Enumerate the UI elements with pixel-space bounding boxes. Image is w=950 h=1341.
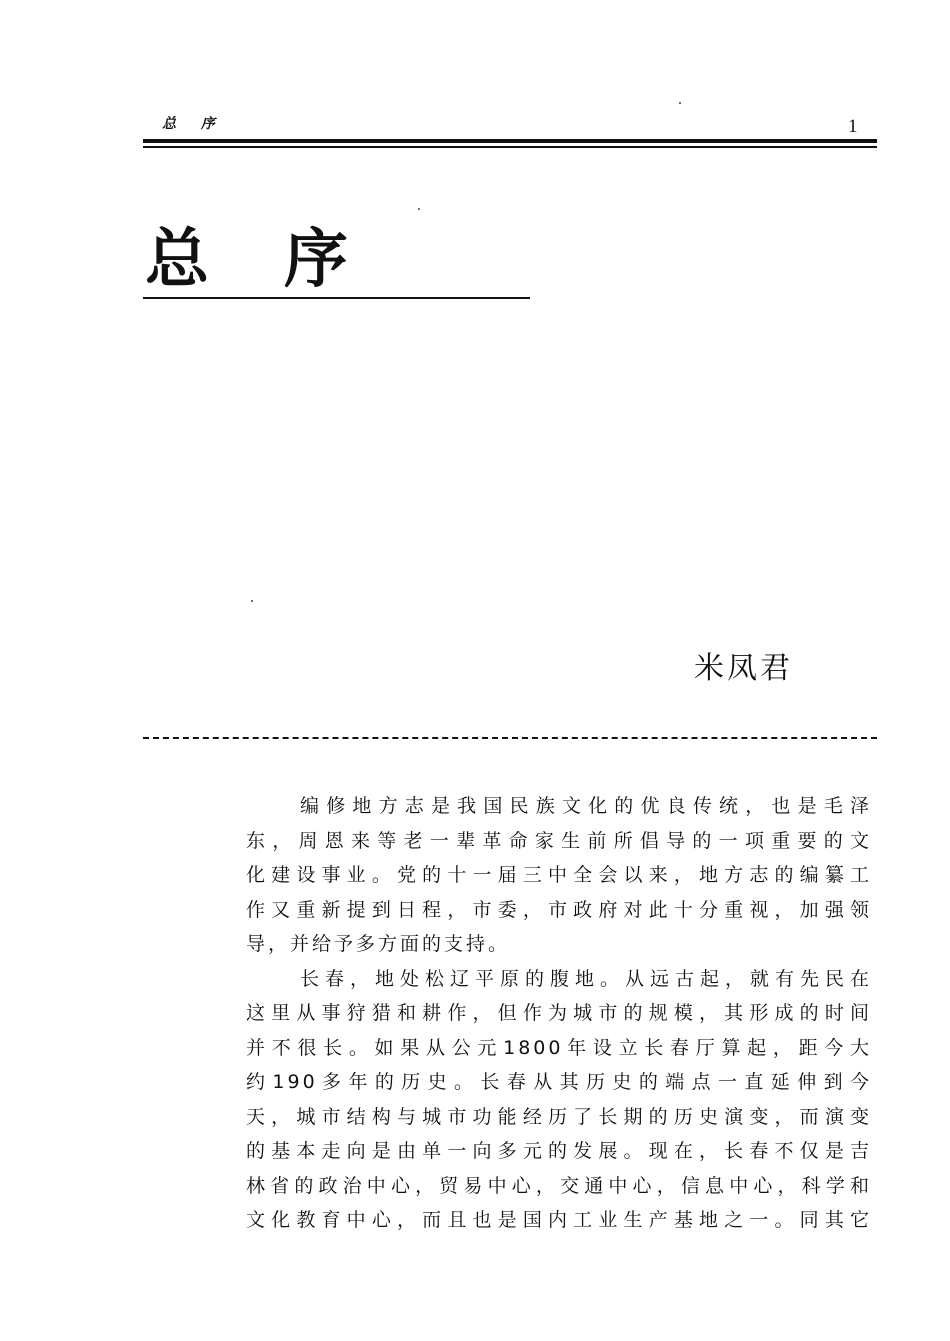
section-divider <box>143 737 877 739</box>
text-line: 林省的政治中心，贸易中心，交通中心，信息中心，科学和 <box>246 1174 872 1197</box>
running-head: 总 序 <box>162 116 225 132</box>
author-name: 米凤君 <box>694 651 793 686</box>
text-line: 的基本走向是由单一向多元的发展。现在，长春不仅是吉 <box>246 1140 872 1162</box>
text-line: 这里从事狩猎和耕作，但作为城市的规模，其形成的时间 <box>246 1002 872 1024</box>
page-number: 1 <box>848 116 858 137</box>
header-rule-thin <box>143 146 877 148</box>
header-rule-thick <box>143 139 877 143</box>
text-line: 导，并给予多方面的支持。 <box>246 933 511 955</box>
text-line: 约190多年的历史。长春从其历史的端点一直延伸到今 <box>246 1071 872 1093</box>
text-line: 文化教育中心，而且也是国内工业生产基地之一。同其它 <box>246 1209 872 1231</box>
text-line: 化建设事业。党的十一届三中全会以来，地方志的编纂工 <box>246 864 872 886</box>
speck <box>418 208 420 210</box>
paragraph-1 <box>246 789 872 962</box>
speck <box>679 102 681 104</box>
text-line: 编修地方志是我国民族文化的优良传统，也是毛泽 <box>300 795 872 817</box>
text-line: 作又重新提到日程，市委，市政府对此十分重视，加强领 <box>246 898 872 921</box>
text-line: 长春，地处松辽平原的腹地。从远古起，就有先民在 <box>300 967 872 990</box>
title-underline <box>143 297 530 299</box>
text-line: 并不很长。如果从公元1800年设立长春厅算起，距今大 <box>246 1036 872 1059</box>
text-line: 天，城市结构与城市功能经历了长期的历史演变，而演变 <box>246 1105 872 1128</box>
chapter-title: 总 序 <box>145 223 350 297</box>
text-line: 东，周恩来等老一辈革命家生前所倡导的一项重要的文 <box>246 829 872 852</box>
body-text <box>246 789 872 1238</box>
paragraph-2 <box>246 962 872 1238</box>
speck <box>251 600 253 602</box>
